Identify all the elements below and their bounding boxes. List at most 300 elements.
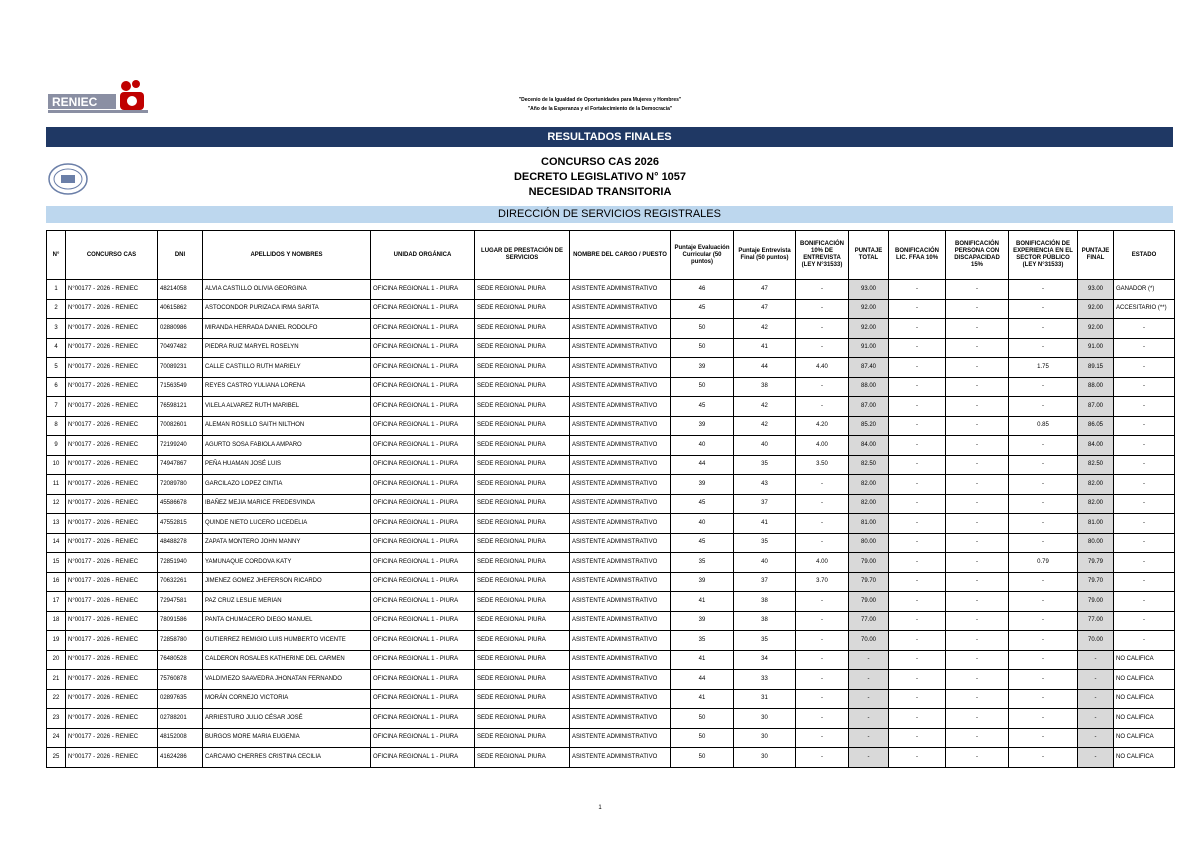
table-cell: 91.00	[849, 338, 889, 358]
table-row	[47, 377, 1175, 397]
table-cell: -	[796, 709, 849, 729]
table-cell: -	[1009, 514, 1078, 534]
table-cell: -	[889, 299, 946, 319]
table-cell: N°00177 - 2026 - RENIEC	[66, 572, 158, 592]
table-cell: 72089780	[158, 475, 203, 495]
table-cell: -	[889, 572, 946, 592]
table-cell: -	[889, 416, 946, 436]
column-header: NOMBRE DEL CARGO / PUESTO	[570, 231, 671, 280]
table-row	[47, 280, 1175, 300]
column-header: APELLIDOS Y NOMBRES	[203, 231, 371, 280]
table-cell: NO CALIFICA	[1114, 650, 1175, 670]
table-cell: -	[1114, 631, 1175, 651]
table-cell: 74947867	[158, 455, 203, 475]
table-cell: -	[796, 670, 849, 690]
table-cell: OFICINA REGIONAL 1 - PIURA	[371, 299, 475, 319]
table-cell: 35	[734, 533, 796, 553]
table-cell: ASISTENTE ADMINISTRATIVO	[570, 397, 671, 417]
table-cell: -	[946, 631, 1009, 651]
table-row	[47, 533, 1175, 553]
table-cell: PIEDRA RUIZ MARYEL ROSELYN	[203, 338, 371, 358]
table-cell: 45	[671, 299, 734, 319]
table-cell: GUTIERREZ REMIGIO LUIS HUMBERTO VICENTE	[203, 631, 371, 651]
table-cell: 78091586	[158, 611, 203, 631]
logo-text: RENIEC	[52, 95, 98, 109]
column-header: Puntaje Entrevista Final (50 puntos)	[734, 231, 796, 280]
table-cell: 4	[47, 338, 66, 358]
table-cell: 45	[671, 397, 734, 417]
table-cell: 12	[47, 494, 66, 514]
table-cell: -	[1114, 416, 1175, 436]
table-cell: OFICINA REGIONAL 1 - PIURA	[371, 436, 475, 456]
table-cell: 41	[671, 650, 734, 670]
table-cell: N°00177 - 2026 - RENIEC	[66, 397, 158, 417]
table-cell: ASISTENTE ADMINISTRATIVO	[570, 592, 671, 612]
table-cell: N°00177 - 2026 - RENIEC	[66, 338, 158, 358]
table-cell: 88.00	[1078, 377, 1114, 397]
table-cell: ASISTENTE ADMINISTRATIVO	[570, 650, 671, 670]
table-cell: 37	[734, 494, 796, 514]
table-cell: 79.00	[849, 592, 889, 612]
column-header: BONIFICACIÓN DE EXPERIENCIA EN EL SECTOR PÚBLICO (LEY N°31533)	[1009, 231, 1078, 280]
table-cell: 30	[734, 728, 796, 748]
table-cell: N°00177 - 2026 - RENIEC	[66, 416, 158, 436]
table-cell: 41	[734, 338, 796, 358]
page-number: 1	[598, 805, 602, 811]
motto-2: "Año de la Esperanza y el Fortalecimiento de la Democracia"	[527, 106, 673, 112]
table-cell: 48152008	[158, 728, 203, 748]
table-row	[47, 611, 1175, 631]
table-row	[47, 514, 1175, 534]
table-cell: 45586678	[158, 494, 203, 514]
table-cell: -	[946, 494, 1009, 514]
table-cell: 35	[671, 553, 734, 573]
table-cell: 40	[734, 553, 796, 573]
section-banner: DIRECCIÓN DE SERVICIOS REGISTRALES	[46, 206, 1173, 223]
table-cell: 5	[47, 358, 66, 378]
table-cell: -	[946, 397, 1009, 417]
table-cell: OFICINA REGIONAL 1 - PIURA	[371, 358, 475, 378]
results-table	[46, 230, 1175, 768]
table-cell: -	[889, 377, 946, 397]
results-banner: RESULTADOS FINALES	[46, 127, 1173, 147]
table-cell: -	[1009, 611, 1078, 631]
table-cell: ASISTENTE ADMINISTRATIVO	[570, 475, 671, 495]
table-cell: 80.00	[849, 533, 889, 553]
table-cell: 89.15	[1078, 358, 1114, 378]
table-cell: 35	[671, 631, 734, 651]
table-cell: -	[849, 709, 889, 729]
table-cell: -	[889, 650, 946, 670]
table-cell: BURGOS MORE MARIA EUGENIA	[203, 728, 371, 748]
table-cell: 33	[734, 670, 796, 690]
table-cell: 77.00	[1078, 611, 1114, 631]
table-cell: -	[946, 358, 1009, 378]
column-header: ESTADO	[1114, 231, 1175, 280]
table-cell: NO CALIFICA	[1114, 709, 1175, 729]
table-cell: SEDE REGIONAL PIURA	[475, 377, 570, 397]
table-cell: 75760878	[158, 670, 203, 690]
table-cell: SEDE REGIONAL PIURA	[475, 455, 570, 475]
table-cell: AGURTO SOSA FABIOLA AMPARO	[203, 436, 371, 456]
table-cell: -	[849, 689, 889, 709]
table-cell: 72947581	[158, 592, 203, 612]
table-cell: OFICINA REGIONAL 1 - PIURA	[371, 455, 475, 475]
table-cell: 23	[47, 709, 66, 729]
column-header: BONIFICACIÓN 10% DE ENTREVISTA (LEY N°31533)	[796, 231, 849, 280]
table-cell: -	[946, 670, 1009, 690]
table-cell: -	[946, 533, 1009, 553]
table-cell: 0.79	[1009, 553, 1078, 573]
table-cell: PAZ CRUZ LESLIE MERIAN	[203, 592, 371, 612]
table-cell: -	[1009, 397, 1078, 417]
table-cell: -	[1009, 475, 1078, 495]
table-cell: -	[889, 689, 946, 709]
table-cell: 50	[671, 709, 734, 729]
table-cell: SEDE REGIONAL PIURA	[475, 709, 570, 729]
table-cell: ASISTENTE ADMINISTRATIVO	[570, 358, 671, 378]
table-cell: -	[1009, 709, 1078, 729]
table-cell: -	[1009, 572, 1078, 592]
table-cell: 82.50	[1078, 455, 1114, 475]
table-cell: -	[889, 475, 946, 495]
table-cell: -	[1114, 475, 1175, 495]
table-cell: OFICINA REGIONAL 1 - PIURA	[371, 728, 475, 748]
table-cell: 4.00	[796, 436, 849, 456]
table-cell: N°00177 - 2026 - RENIEC	[66, 533, 158, 553]
table-cell: 79.70	[1078, 572, 1114, 592]
table-cell: -	[889, 455, 946, 475]
table-cell: 84.00	[849, 436, 889, 456]
table-cell: -	[946, 377, 1009, 397]
table-row	[47, 670, 1175, 690]
table-cell: OFICINA REGIONAL 1 - PIURA	[371, 611, 475, 631]
table-row	[47, 592, 1175, 612]
table-cell: OFICINA REGIONAL 1 - PIURA	[371, 670, 475, 690]
table-cell: 39	[671, 572, 734, 592]
table-cell: 1	[47, 280, 66, 300]
table-cell: 18	[47, 611, 66, 631]
table-cell: ASISTENTE ADMINISTRATIVO	[570, 494, 671, 514]
table-cell: IBAÑEZ MEJIA MARICE FREDESVINDA	[203, 494, 371, 514]
table-cell: 43	[734, 475, 796, 495]
table-cell: ALVIA CASTILLO OLIVIA GEORGINA	[203, 280, 371, 300]
table-row	[47, 319, 1175, 339]
table-cell: 79.79	[1078, 553, 1114, 573]
table-cell: ASISTENTE ADMINISTRATIVO	[570, 533, 671, 553]
table-cell: NO CALIFICA	[1114, 728, 1175, 748]
table-cell: -	[946, 748, 1009, 768]
table-cell: 87.40	[849, 358, 889, 378]
table-cell: 6	[47, 377, 66, 397]
column-header: UNIDAD ORGÁNICA	[371, 231, 475, 280]
table-cell: PANTA CHUMACERO DIEGO MANUEL	[203, 611, 371, 631]
table-cell: 31	[734, 689, 796, 709]
table-cell: ASISTENTE ADMINISTRATIVO	[570, 280, 671, 300]
table-cell: ACCESITARIO (**)	[1114, 299, 1175, 319]
table-cell: -	[1078, 709, 1114, 729]
table-cell: -	[1009, 670, 1078, 690]
mottos	[0, 96, 1200, 114]
table-cell: 50	[671, 728, 734, 748]
table-cell: 87.00	[849, 397, 889, 417]
table-cell: 87.00	[1078, 397, 1114, 417]
table-cell: -	[796, 299, 849, 319]
table-cell: -	[889, 709, 946, 729]
table-cell: OFICINA REGIONAL 1 - PIURA	[371, 631, 475, 651]
table-cell: 41624286	[158, 748, 203, 768]
table-cell: 40	[671, 514, 734, 534]
table-cell: 38	[734, 592, 796, 612]
table-cell: SEDE REGIONAL PIURA	[475, 299, 570, 319]
table-cell: GARCILAZO LOPEZ CINTIA	[203, 475, 371, 495]
table-cell: -	[889, 533, 946, 553]
table-cell: -	[1114, 338, 1175, 358]
column-header: DNI	[158, 231, 203, 280]
table-row	[47, 455, 1175, 475]
table-cell: 47	[734, 299, 796, 319]
table-cell: N°00177 - 2026 - RENIEC	[66, 514, 158, 534]
table-cell: -	[946, 592, 1009, 612]
table-cell: -	[946, 689, 1009, 709]
table-cell: SEDE REGIONAL PIURA	[475, 611, 570, 631]
table-cell: ASISTENTE ADMINISTRATIVO	[570, 670, 671, 690]
table-cell: REYES CASTRO YULIANA LORENA	[203, 377, 371, 397]
table-cell: -	[796, 689, 849, 709]
table-cell: 44	[734, 358, 796, 378]
table-cell: VALDIVIEZO SAAVEDRA JHONATAN FERNANDO	[203, 670, 371, 690]
table-cell: 39	[671, 416, 734, 436]
table-cell: NO CALIFICA	[1114, 670, 1175, 690]
table-cell: -	[796, 494, 849, 514]
table-header-row	[47, 231, 1175, 280]
table-cell: N°00177 - 2026 - RENIEC	[66, 592, 158, 612]
column-header: N°	[47, 231, 66, 280]
table-cell: GANADOR (*)	[1114, 280, 1175, 300]
table-cell: -	[1114, 319, 1175, 339]
table-cell: OFICINA REGIONAL 1 - PIURA	[371, 650, 475, 670]
table-cell: N°00177 - 2026 - RENIEC	[66, 728, 158, 748]
table-cell: 86.05	[1078, 416, 1114, 436]
table-cell: ASISTENTE ADMINISTRATIVO	[570, 631, 671, 651]
table-cell: SEDE REGIONAL PIURA	[475, 748, 570, 768]
table-cell: 02880986	[158, 319, 203, 339]
table-cell: 47552815	[158, 514, 203, 534]
table-cell: -	[1009, 592, 1078, 612]
table-cell: 2	[47, 299, 66, 319]
table-cell: 82.00	[1078, 494, 1114, 514]
table-cell: SEDE REGIONAL PIURA	[475, 280, 570, 300]
table-cell: 46	[671, 280, 734, 300]
table-row	[47, 299, 1175, 319]
table-cell: -	[889, 358, 946, 378]
table-cell: 25	[47, 748, 66, 768]
table-cell: SEDE REGIONAL PIURA	[475, 416, 570, 436]
table-cell: -	[889, 553, 946, 573]
table-cell: OFICINA REGIONAL 1 - PIURA	[371, 514, 475, 534]
table-cell: SEDE REGIONAL PIURA	[475, 514, 570, 534]
table-cell: ASISTENTE ADMINISTRATIVO	[570, 338, 671, 358]
table-cell: 39	[671, 475, 734, 495]
table-cell: ZAPATA MONTERO JOHN MANNY	[203, 533, 371, 553]
table-cell: 50	[671, 748, 734, 768]
table-cell: YAMUNAQUE CORDOVA KATY	[203, 553, 371, 573]
table-cell: -	[849, 748, 889, 768]
table-cell: 1.75	[1009, 358, 1078, 378]
table-cell: -	[946, 611, 1009, 631]
table-cell: 21	[47, 670, 66, 690]
table-cell: -	[1114, 358, 1175, 378]
table-cell: N°00177 - 2026 - RENIEC	[66, 475, 158, 495]
table-cell: SEDE REGIONAL PIURA	[475, 494, 570, 514]
table-cell: -	[1114, 436, 1175, 456]
table-cell: -	[946, 319, 1009, 339]
table-cell: 93.00	[849, 280, 889, 300]
table-cell: OFICINA REGIONAL 1 - PIURA	[371, 338, 475, 358]
table-cell: -	[946, 338, 1009, 358]
table-cell: N°00177 - 2026 - RENIEC	[66, 358, 158, 378]
table-row	[47, 553, 1175, 573]
table-cell: 30	[734, 709, 796, 729]
table-cell: 42	[734, 397, 796, 417]
table-cell: N°00177 - 2026 - RENIEC	[66, 436, 158, 456]
table-cell: -	[946, 728, 1009, 748]
table-cell: N°00177 - 2026 - RENIEC	[66, 709, 158, 729]
table-cell: CALDERON ROSALES KATHERINE DEL CARMEN	[203, 650, 371, 670]
table-cell: OFICINA REGIONAL 1 - PIURA	[371, 748, 475, 768]
table-cell: -	[796, 319, 849, 339]
table-cell: ASTOCONDOR PURIZACA IRMA SARITA	[203, 299, 371, 319]
table-cell: SEDE REGIONAL PIURA	[475, 533, 570, 553]
table-cell: -	[796, 397, 849, 417]
table-cell: N°00177 - 2026 - RENIEC	[66, 748, 158, 768]
table-cell: ASISTENTE ADMINISTRATIVO	[570, 436, 671, 456]
table-cell: ASISTENTE ADMINISTRATIVO	[570, 748, 671, 768]
table-cell: ASISTENTE ADMINISTRATIVO	[570, 611, 671, 631]
table-cell: -	[946, 475, 1009, 495]
table-cell: 20	[47, 650, 66, 670]
table-cell: -	[946, 436, 1009, 456]
table-cell: -	[889, 748, 946, 768]
table-cell: -	[946, 553, 1009, 573]
table-cell: -	[1009, 689, 1078, 709]
table-cell: 79.70	[849, 572, 889, 592]
table-cell: -	[1009, 494, 1078, 514]
column-header: PUNTAJE TOTAL	[849, 231, 889, 280]
table-row	[47, 631, 1175, 651]
table-cell: 88.00	[849, 377, 889, 397]
table-cell: N°00177 - 2026 - RENIEC	[66, 455, 158, 475]
table-cell: N°00177 - 2026 - RENIEC	[66, 670, 158, 690]
table-cell: 3.50	[796, 455, 849, 475]
table-cell: -	[946, 572, 1009, 592]
table-row	[47, 397, 1175, 417]
table-cell: -	[889, 728, 946, 748]
title-contest: CONCURSO CAS 2026	[541, 156, 659, 168]
table-cell: 3.70	[796, 572, 849, 592]
table-cell: N°00177 - 2026 - RENIEC	[66, 553, 158, 573]
table-cell: -	[946, 709, 1009, 729]
column-header: BONIFICACIÓN LIC. FFAA 10%	[889, 231, 946, 280]
table-cell: 16	[47, 572, 66, 592]
table-cell: 80.00	[1078, 533, 1114, 553]
table-cell: 72199240	[158, 436, 203, 456]
table-cell: OFICINA REGIONAL 1 - PIURA	[371, 494, 475, 514]
table-cell: 77.00	[849, 611, 889, 631]
table-cell: N°00177 - 2026 - RENIEC	[66, 494, 158, 514]
table-cell: 50	[671, 319, 734, 339]
table-row	[47, 416, 1175, 436]
table-cell: -	[796, 533, 849, 553]
table-row	[47, 475, 1175, 495]
table-cell: ALEMAN ROSILLO SAITH NILTHON	[203, 416, 371, 436]
table-cell: SEDE REGIONAL PIURA	[475, 650, 570, 670]
table-cell: 70089231	[158, 358, 203, 378]
table-cell: 92.00	[849, 319, 889, 339]
table-cell: SEDE REGIONAL PIURA	[475, 358, 570, 378]
table-cell: -	[796, 631, 849, 651]
table-cell: MIRANDA HERRADA DANIEL RODOLFO	[203, 319, 371, 339]
table-cell: ASISTENTE ADMINISTRATIVO	[570, 572, 671, 592]
table-cell: OFICINA REGIONAL 1 - PIURA	[371, 416, 475, 436]
table-cell: -	[796, 611, 849, 631]
table-cell: NO CALIFICA	[1114, 748, 1175, 768]
table-cell: 92.00	[1078, 299, 1114, 319]
table-cell: OFICINA REGIONAL 1 - PIURA	[371, 397, 475, 417]
table-cell: OFICINA REGIONAL 1 - PIURA	[371, 280, 475, 300]
table-cell: -	[946, 280, 1009, 300]
table-cell: 39	[671, 358, 734, 378]
table-cell: 38	[734, 377, 796, 397]
table-cell: OFICINA REGIONAL 1 - PIURA	[371, 709, 475, 729]
table-cell: -	[1009, 436, 1078, 456]
table-cell: 35	[734, 455, 796, 475]
table-cell: -	[796, 728, 849, 748]
table-cell: CALLE CASTILLO RUTH MARIELY	[203, 358, 371, 378]
table-cell: 42	[734, 319, 796, 339]
table-cell: 02897635	[158, 689, 203, 709]
table-cell: -	[889, 670, 946, 690]
table-cell: -	[796, 338, 849, 358]
table-cell: 44	[671, 670, 734, 690]
table-cell: -	[796, 475, 849, 495]
table-cell: 4.00	[796, 553, 849, 573]
table-cell: -	[1078, 748, 1114, 768]
table-cell: SEDE REGIONAL PIURA	[475, 572, 570, 592]
column-header: PUNTAJE FINAL	[1078, 231, 1114, 280]
table-cell: 93.00	[1078, 280, 1114, 300]
table-cell: 92.00	[1078, 319, 1114, 339]
table-cell: 81.00	[849, 514, 889, 534]
table-cell: 37	[734, 572, 796, 592]
table-cell: -	[1114, 494, 1175, 514]
table-cell: 82.50	[849, 455, 889, 475]
table-row	[47, 689, 1175, 709]
table-cell: -	[1009, 319, 1078, 339]
table-row	[47, 338, 1175, 358]
table-cell: ASISTENTE ADMINISTRATIVO	[570, 299, 671, 319]
table-cell: -	[889, 280, 946, 300]
table-cell: -	[1114, 397, 1175, 417]
table-cell: -	[796, 280, 849, 300]
table-cell: SEDE REGIONAL PIURA	[475, 631, 570, 651]
table-cell: -	[1009, 299, 1078, 319]
table-cell: -	[1009, 280, 1078, 300]
title-decree: DECRETO LEGISLATIVO N° 1057	[513, 171, 687, 183]
table-cell: 15	[47, 553, 66, 573]
table-cell: 79.00	[1078, 592, 1114, 612]
table-cell: N°00177 - 2026 - RENIEC	[66, 319, 158, 339]
